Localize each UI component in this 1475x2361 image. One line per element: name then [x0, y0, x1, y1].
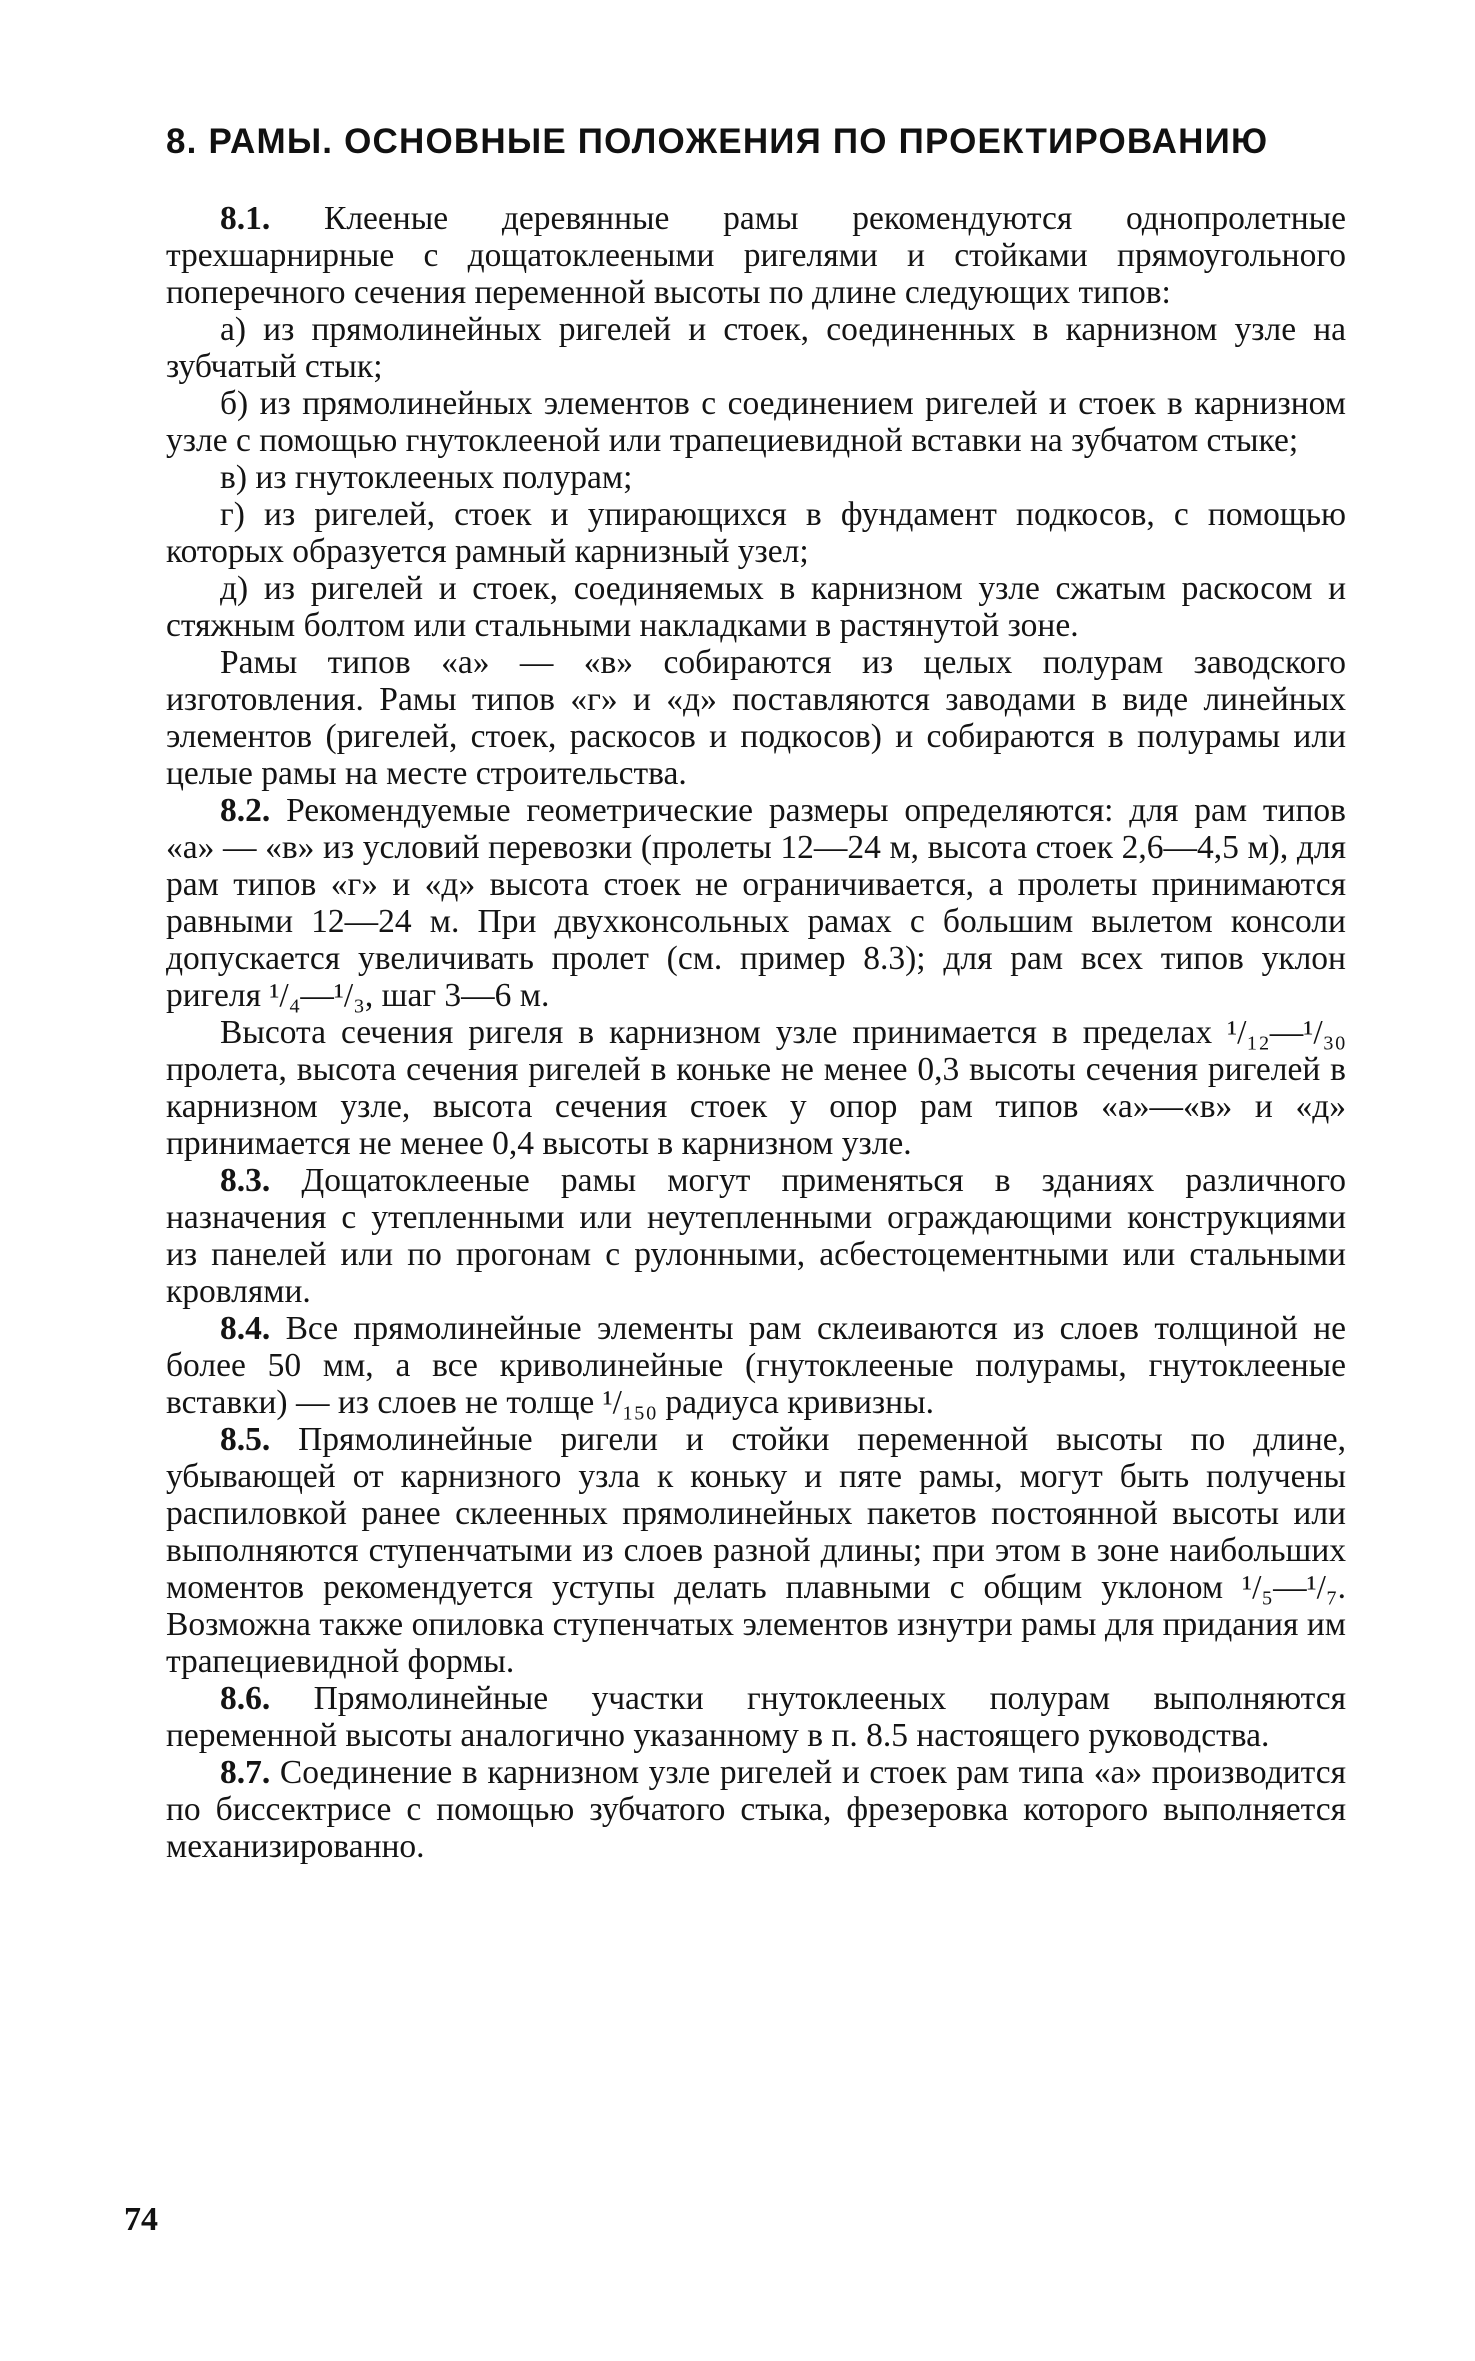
- paragraph-text: Прямолинейные ригели и стойки переменной высоты по длине, убывающей от карнизного узла к коньку и пяте рамы, могут быть получены распиловкой ранее склеенных прямолинейных пакетов постоянной высоты или выполняются ступенчатыми из слоев разной длины; при этом в зоне наибольших моментов рекомендуется уступы делать плавными с общим уклоном ¹/₅—¹/₇. Возможна также опиловка ступенчатых элементов изнутри рамы для придания им трапециевидной формы.: [166, 1421, 1346, 1680]
- section-heading: 8. РАМЫ. ОСНОВНЫЕ ПОЛОЖЕНИЯ ПО ПРОЕКТИРОВАНИЮ: [166, 122, 1269, 161]
- paragraph-8-6: [166, 1680, 1346, 1754]
- paragraph-type-b: [166, 385, 1346, 459]
- paragraph-type-d: [166, 570, 1346, 644]
- paragraph-type-a: [166, 311, 1346, 385]
- paragraph-text: в) из гнутоклееных полурам;: [220, 459, 633, 496]
- paragraph-8-3: [166, 1162, 1346, 1310]
- paragraph-text: Соединение в карнизном узле ригелей и стоек рам типа «а» производится по биссектрисе с помощью зубчатого стыка, фрезеровка которого выполняется механизированно.: [166, 1754, 1346, 1865]
- paragraph-text: д) из ригелей и стоек, соединяемых в карнизном узле сжатым раскосом и стяжным болтом или стальными накладками в растянутой зоне.: [166, 570, 1346, 644]
- clause-number: 8.4.: [220, 1310, 271, 1347]
- clause-number: 8.7.: [220, 1754, 271, 1791]
- paragraph-8-7: [166, 1754, 1346, 1865]
- clause-number: 8.1.: [220, 200, 271, 237]
- paragraph-text: г) из ригелей, стоек и упирающихся в фундамент подкосов, с помощью которых образуется рамный карнизный узел;: [166, 496, 1346, 570]
- paragraph-type-v: [166, 459, 1346, 496]
- clause-number: 8.5.: [220, 1421, 271, 1458]
- clause-number: 8.2.: [220, 792, 271, 829]
- paragraph-8-1: [166, 200, 1346, 311]
- paragraph-text: Высота сечения ригеля в карнизном узле принимается в пределах ¹/₁₂—¹/₃₀ пролета, высота сечения ригелей в коньке не менее 0,3 высоты сечения ригелей в карнизном узле, высота сечения стоек у опор рам типов «а»—«в» и «д» принимается не менее 0,4 высоты в карнизном узле.: [166, 1014, 1346, 1162]
- paragraph-text: Рамы типов «а» — «в» собираются из целых полурам заводского изготовления. Рамы типов «г» и «д» поставляются заводами в виде линейных элементов (ригелей, стоек, раскосов и подкосов) и собираются в полурамы или целые рамы на месте строительства.: [166, 644, 1346, 792]
- paragraph-8-2: [166, 792, 1346, 1014]
- paragraph-text: Дощатоклееные рамы могут применяться в зданиях различного назначения с утепленными или неутепленными ограждающими конструкциями из панелей или по прогонам с рулонными, асбестоцементными или стальными кровлями.: [166, 1162, 1346, 1310]
- text-column: [166, 122, 1346, 1865]
- paragraph-8-4: [166, 1310, 1346, 1421]
- paragraph-section-height: [166, 1014, 1346, 1162]
- paragraph-type-g: [166, 496, 1346, 570]
- clause-number: 8.3.: [220, 1162, 271, 1199]
- paragraph-text: Все прямолинейные элементы рам склеиваются из слоев толщиной не более 50 мм, а все криволинейные (гнутоклееные полурамы, гнутоклееные вставки) — из слоев не толще ¹/₁₅₀ радиуса кривизны.: [166, 1310, 1346, 1421]
- paragraph-text: Рекомендуемые геометрические размеры определяются: для рам типов «а» — «в» из условий перевозки (пролеты 12—24 м, высота стоек 2,6—4,5 м), для рам типов «г» и «д» высота стоек не ограничивается, а пролеты принимаются равными 12—24 м. При двухконсольных рамах с большим вылетом консоли допускается увеличивать пролет (см. пример 8.3); для рам всех типов уклон ригеля ¹/₄—¹/₃, шаг 3—6 м.: [166, 792, 1346, 1014]
- paragraph-text: Прямолинейные участки гнутоклееных полурам выполняются переменной высоты аналогично указанному в п. 8.5 настоящего руководства.: [166, 1680, 1346, 1754]
- paragraph-text: Клееные деревянные рамы рекомендуются однопролетные трехшарнирные с дощатоклееными ригелями и стойками прямоугольного поперечного сечения переменной высоты по длине следующих типов:: [166, 200, 1346, 311]
- paragraph-8-5: [166, 1421, 1346, 1680]
- clause-number: 8.6.: [220, 1680, 271, 1717]
- paragraph-assembly: [166, 644, 1346, 792]
- paragraph-text: б) из прямолинейных элементов с соединением ригелей и стоек в карнизном узле с помощью гнутоклееной или трапециевидной вставки на зубчатом стыке;: [166, 385, 1346, 459]
- paragraph-text: а) из прямолинейных ригелей и стоек, соединенных в карнизном узле на зубчатый стык;: [166, 311, 1346, 385]
- page-number: 74: [124, 2201, 158, 2238]
